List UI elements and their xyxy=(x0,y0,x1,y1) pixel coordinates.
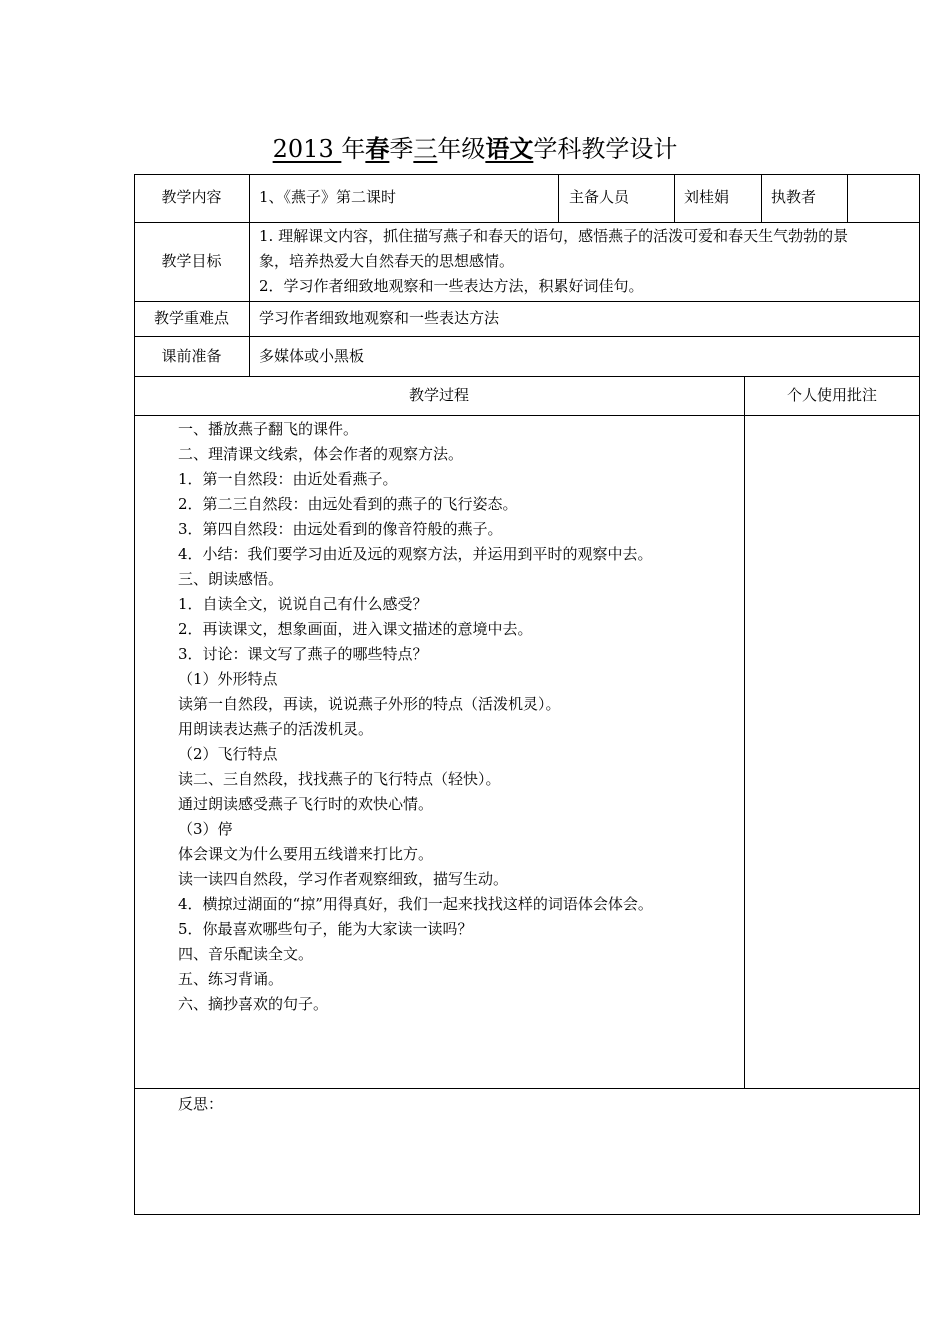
preparation-label: 课前准备 xyxy=(161,347,222,365)
process-line: 4．横掠过湖面的“掠”用得真好，我们一起来找找这样的词语体会体会。 xyxy=(178,895,653,913)
process-line: 通过朗读感受燕子飞行时的欢快心情。 xyxy=(178,795,434,813)
process-line: 读二、三自然段，找找燕子的飞行特点（轻快）。 xyxy=(178,770,501,788)
preparer-label: 主备人员 xyxy=(569,188,630,206)
process-line: 四、音乐配读全文。 xyxy=(178,945,314,963)
preparation-value: 多媒体或小黑板 xyxy=(259,347,365,365)
goals-text xyxy=(259,224,848,299)
process-line: 六、摘抄喜欢的句子。 xyxy=(178,995,329,1013)
process-line: （2）飞行特点 xyxy=(178,745,278,763)
process-line: （1）外形特点 xyxy=(178,670,278,688)
difficulty-label: 教学重难点 xyxy=(153,309,229,327)
col-divider xyxy=(674,174,675,222)
notes-header: 个人使用批注 xyxy=(786,386,877,404)
row-divider xyxy=(134,1088,920,1089)
col-divider xyxy=(744,376,745,1088)
process-line: 体会课文为什么要用五线谱来打比方。 xyxy=(178,845,434,863)
process-line: 2．再读课文，想象画面，进入课文描述的意境中去。 xyxy=(178,620,533,638)
title-nianji: 年级 xyxy=(437,135,486,163)
row-divider xyxy=(134,376,920,377)
row-divider xyxy=(134,222,920,223)
process-line: 1．第一自然段：由近处看燕子。 xyxy=(178,470,398,488)
process-line: 1．自读全文，说说自己有什么感受？ xyxy=(178,595,428,613)
title-ji: 季 xyxy=(389,135,414,163)
row-divider xyxy=(134,301,920,302)
process-line: 三、朗读感悟。 xyxy=(178,570,284,588)
process-line: 五、练习背诵。 xyxy=(178,970,284,988)
row-divider xyxy=(134,336,920,337)
process-line: 读一读四自然段，学习作者观察细致，描写生动。 xyxy=(178,870,509,888)
process-header: 教学过程 xyxy=(408,386,469,404)
title-suffix: 学科教学设计 xyxy=(533,135,678,163)
content-value: 1、《燕子》第二课时 xyxy=(259,188,397,206)
goals-line: 1. 理解课文内容，抓住描写燕子和春天的语句，感悟燕子的活泼可爱和春天生气勃勃的景 xyxy=(259,227,849,245)
difficulty-value: 学习作者细致地观察和一些表达方法 xyxy=(259,309,500,327)
teacher-label: 执教者 xyxy=(771,188,817,206)
title-season: 春 xyxy=(365,134,390,163)
reflection-label: 反思： xyxy=(178,1095,224,1113)
process-line: 4．小结：我们要学习由近及远的观察方法，并运用到平时的观察中去。 xyxy=(178,545,653,563)
col-divider xyxy=(249,174,250,376)
process-line: 读第一自然段，再读，说说燕子外形的特点（活泼机灵）。 xyxy=(178,695,561,713)
process-content xyxy=(178,417,653,1017)
title-nian: 年 xyxy=(341,135,366,163)
col-divider xyxy=(558,174,559,222)
process-line: 3．第四自然段：由远处看到的像音符般的燕子。 xyxy=(178,520,503,538)
process-line: 用朗读表达燕子的活泼机灵。 xyxy=(178,720,374,738)
process-line: （3）停 xyxy=(178,820,233,838)
title-subject: 语文 xyxy=(485,134,534,163)
page-title xyxy=(0,134,950,164)
row-divider xyxy=(134,415,920,416)
process-line: 5．你最喜欢哪些句子，能为大家读一读吗？ xyxy=(178,920,473,938)
col-divider xyxy=(847,174,848,222)
process-line: 2．第二三自然段：由远处看到的燕子的飞行姿态。 xyxy=(178,495,518,513)
goals-label: 教学目标 xyxy=(161,252,222,270)
preparer-value: 刘桂娟 xyxy=(684,188,730,206)
title-year: 2013 xyxy=(272,135,342,163)
process-line: 3．讨论：课文写了燕子的哪些特点？ xyxy=(178,645,428,663)
goals-line: 象，培养热爱大自然春天的思想感情。 xyxy=(259,252,515,270)
process-line: 一、播放燕子翻飞的课件。 xyxy=(178,420,359,438)
process-line: 二、理清课文线索，体会作者的观察方法。 xyxy=(178,445,464,463)
goals-line: 2．学习作者细致地观察和一些表达方法，积累好词佳句。 xyxy=(259,277,644,295)
content-label: 教学内容 xyxy=(161,188,222,206)
col-divider xyxy=(761,174,762,222)
title-grade: 三 xyxy=(413,135,438,163)
